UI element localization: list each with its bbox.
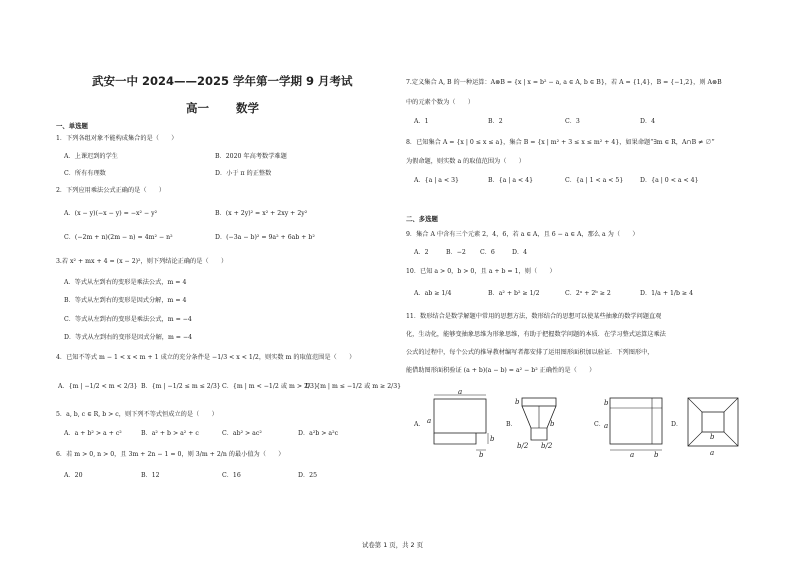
figure-b-label-b-mid: b <box>550 420 555 428</box>
q7-stem-continued: 中的元素个数为（ ） <box>406 99 475 106</box>
q4-stem: 4．已知不等式 m − 1 < x < m + 1 成立的充分条件是 −1/3 < x < 1/2，则实数 m 的取值范围是（ ） <box>56 354 356 361</box>
figure-b-label-half-left: b/2 <box>517 442 529 450</box>
q8-option-d: D．{a | 0 < a < 4} <box>640 177 699 184</box>
section-single-choice: 一、单选题 <box>56 122 88 130</box>
exam-title: 武安一中 2024——2025 学年第一学期 9 月考试 <box>92 74 353 88</box>
q3-option-c: C．等式从左到右的变形是乘法公式，m = −4 <box>64 316 192 323</box>
q11-figure-d <box>680 392 746 458</box>
q11-figure-a <box>424 388 496 459</box>
q9-stem: 9．集合 A 中含有三个元素 2，4，6，若 a ∈ A，且 6 − a ∈ A，那么 a 为（ ） <box>406 231 639 238</box>
q7-option-d: D．4 <box>640 118 656 125</box>
q10-option-d: D．1/a + 1/b ≥ 4 <box>640 290 694 297</box>
q1-option-a: A．上课迟到的学生 <box>64 153 118 160</box>
q5-option-a: A．a + b² > a + c² <box>64 430 122 437</box>
q9-option-d: D．4 <box>512 249 528 256</box>
q8-option-b: B．{a | a < 4} <box>488 177 534 184</box>
page-footer: 试卷第 1 页，共 2 页 <box>362 541 423 549</box>
q7-option-a: A．1 <box>414 118 429 125</box>
q11-figure-c <box>604 392 668 458</box>
figure-a-strip <box>434 433 476 444</box>
figure-c-label-b-side: b <box>604 399 609 407</box>
section-multi-choice: 二、多选题 <box>406 215 438 223</box>
figure-a-label-b-bottom: b <box>479 451 484 459</box>
q6-option-d: D．25 <box>298 472 318 479</box>
q2-option-d: D．(−3a − b)² = 9a² + 6ab + b² <box>215 234 315 241</box>
q8-option-a: A．{a | a < 3} <box>414 177 459 184</box>
q11-option-c: C． <box>594 421 605 428</box>
q4-option-d: D．{m | m ≤ −1/2 或 m ≥ 2/3} <box>305 383 402 390</box>
q10-stem: 10．已知 a > 0，b > 0，且 a + b = 1，则（ ） <box>406 268 556 275</box>
figure-a-label-a-top: a <box>458 388 463 396</box>
q1-stem: 1．下列各组对象不能构成集合的是（ ） <box>56 135 178 142</box>
q10-option-b: B．a² + b² ≥ 1/2 <box>488 290 540 297</box>
figure-d-label-a-bottom: a <box>710 449 715 457</box>
q5-stem: 5．a, b, c ∈ R, b > c，则下列不等式恒成立的是（ ） <box>56 411 218 418</box>
q11-line-1: 11．数形结合是数学解题中常用的思想方法，数形结合的思想可以使某些抽象的数学问题直观 <box>406 313 662 320</box>
q8-option-c: C．{a | 1 < a < 5} <box>565 177 624 184</box>
figure-a-label-a-left: a <box>427 417 432 425</box>
q4-option-a: A．{m | −1/2 < m < 2/3} <box>58 383 138 390</box>
q3-option-d: D．等式从左到右的变形是因式分解，m = −4 <box>64 334 193 341</box>
figure-d-diag-1 <box>688 398 702 412</box>
q2-option-a: A．(x − y)(−x − y) = −x² − y² <box>64 210 158 217</box>
figure-a-label-b-right: b <box>490 435 495 443</box>
figure-d-diag-2 <box>724 398 738 412</box>
figure-d-label-b-inner: b <box>710 433 715 441</box>
q5-option-c: C．ab² > ac² <box>222 430 262 437</box>
q1-option-d: D．小于 π 的正整数 <box>215 170 272 177</box>
q11-line-2: 化，生动化，能够变抽象思维为形象思维，有助于把握数学问题的本质．在学习整式运算这乘法 <box>406 331 666 338</box>
q11-option-b: B． <box>506 421 517 428</box>
q9-option-a: A．2 <box>414 249 429 256</box>
figure-c-label-a-bottom: a <box>630 451 635 459</box>
q7-stem: 7.定义集合 A, B 的一种运算：A⊗B = {x | x = b² − a, a ∈ A, b ∈ B}，若 A = {1,4}，B = {−1,2}，则 A⊗B <box>406 79 722 86</box>
q10-option-c: C．2ᵃ + 2ᵇ ≥ 2 <box>565 290 611 297</box>
q3-option-a: A．等式从左到右的变形是乘法公式，m = 4 <box>64 279 187 286</box>
grade-label: 高一 <box>186 101 209 115</box>
q7-option-c: C．3 <box>565 118 580 125</box>
q2-option-b: B．(x + 2y)² = x² + 2xy + 2y² <box>215 210 308 217</box>
q6-option-c: C．16 <box>222 472 241 479</box>
q9-option-b: B．−2 <box>446 249 466 256</box>
figure-c-label-a-side: a <box>604 422 609 430</box>
q11-line-3: 公式的过程中，每个公式的推导教材编写者都安排了运用图形面积加以验证．下列图形中， <box>406 349 654 356</box>
q6-option-b: B．12 <box>141 472 160 479</box>
q1-option-c: C．所有有理数 <box>64 170 106 177</box>
q11-line-4: 能借助图形面积验证 (a + b)(a − b) = a² − b² 正确性的是（ ） <box>406 367 596 374</box>
q10-option-a: A．ab ≥ 1/4 <box>414 290 452 297</box>
figure-d-diag-3 <box>688 432 702 446</box>
q2-stem: 2．下列应用乘法公式正确的是（ ） <box>56 187 166 194</box>
q1-option-b: B．2020 年高考数学难题 <box>215 153 287 160</box>
figure-a-rect <box>434 399 486 433</box>
figure-b-top-rect <box>522 398 556 406</box>
q8-stem-continued: 为假命题，则实数 a 的取值范围为（ ） <box>406 158 525 165</box>
q6-option-a: A．20 <box>64 472 83 479</box>
q4-option-b: B．{m | −1/2 ≤ m ≤ 2/3} <box>141 383 221 390</box>
q11-figure-b <box>514 392 564 458</box>
q5-option-b: B．a² + b > a² + c <box>141 430 199 437</box>
q11-option-a: A． <box>414 421 425 428</box>
q2-option-c: C．(−2m + n)(2m − n) = 4m² − n² <box>64 234 173 241</box>
figure-b-label-b-top: b <box>515 398 520 406</box>
q4-option-c: C．{m | m < −1/2 或 m > 2/3} <box>222 383 318 390</box>
figure-c-label-b-bottom: b <box>654 451 659 459</box>
figure-d-inner <box>702 412 724 432</box>
q11-option-d: D． <box>671 421 683 428</box>
q7-option-b: B．2 <box>488 118 503 125</box>
q5-option-d: D．a²b > a²c <box>298 430 339 437</box>
figure-d-diag-4 <box>724 432 738 446</box>
q8-stem: 8．已知集合 A = {x | 0 ≤ x ≤ a}，集合 B = {x | m² + 3 ≤ x ≤ m² + 4}，如果命题“∃m ∈ R，A∩B ≠ ∅” <box>406 139 715 146</box>
q9-option-c: C．6 <box>480 249 495 256</box>
q3-option-b: B．等式从左到右的变形是因式分解，m = 4 <box>64 297 187 304</box>
figure-c-square <box>610 398 662 444</box>
subject-label: 数学 <box>236 101 259 115</box>
q3-stem: 3.若 x² + mx + 4 = (x − 2)²，则下列结论正确的是（ ） <box>56 258 228 265</box>
q6-stem: 6．若 m > 0, n > 0，且 3m + 2n − 1 = 0，则 3/m + 2/n 的最小值为（ ） <box>56 451 285 458</box>
figure-b-label-half-right: b/2 <box>541 442 553 450</box>
